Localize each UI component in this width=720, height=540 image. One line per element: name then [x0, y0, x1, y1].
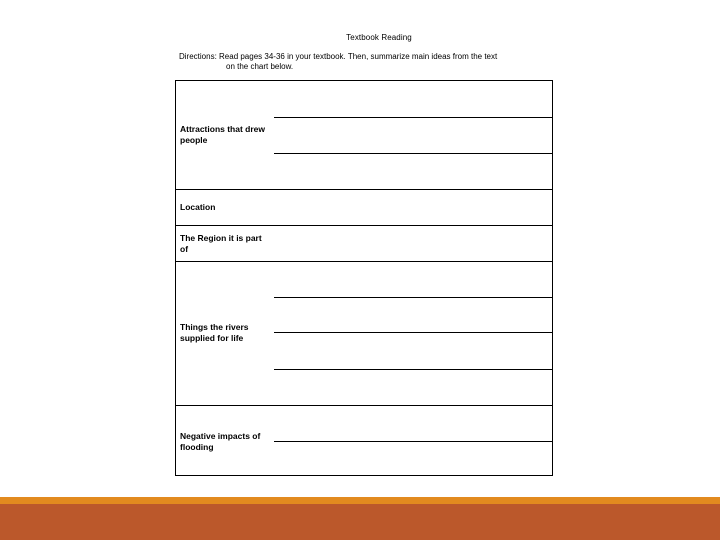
answer-line[interactable]	[274, 117, 552, 118]
row-divider	[176, 189, 552, 190]
row-label-region: The Region it is part of	[180, 233, 262, 254]
directions-line-2: on the chart below.	[226, 62, 294, 71]
footer-bar	[0, 504, 720, 540]
row-label-flooding: Negative impacts of flooding	[180, 431, 261, 452]
answer-line[interactable]	[274, 369, 552, 370]
summary-chart	[175, 80, 553, 476]
directions-line-1: Directions: Read pages 34-36 in your textbook. Then, summarize main ideas from the text	[179, 52, 498, 61]
row-divider	[176, 225, 552, 226]
answer-line[interactable]	[274, 153, 552, 154]
row-divider	[176, 261, 552, 262]
accent-bar	[0, 497, 720, 504]
answer-line[interactable]	[274, 441, 552, 442]
answer-line[interactable]	[274, 332, 552, 333]
answer-line[interactable]	[274, 297, 552, 298]
directions-text	[179, 52, 559, 72]
worksheet-title: Textbook Reading	[346, 33, 412, 42]
row-label-attractions: Attractions that drew people	[180, 124, 266, 145]
row-label-location: Location	[180, 202, 216, 212]
row-label-rivers: Things the rivers supplied for life	[180, 322, 249, 343]
row-divider	[176, 405, 552, 406]
